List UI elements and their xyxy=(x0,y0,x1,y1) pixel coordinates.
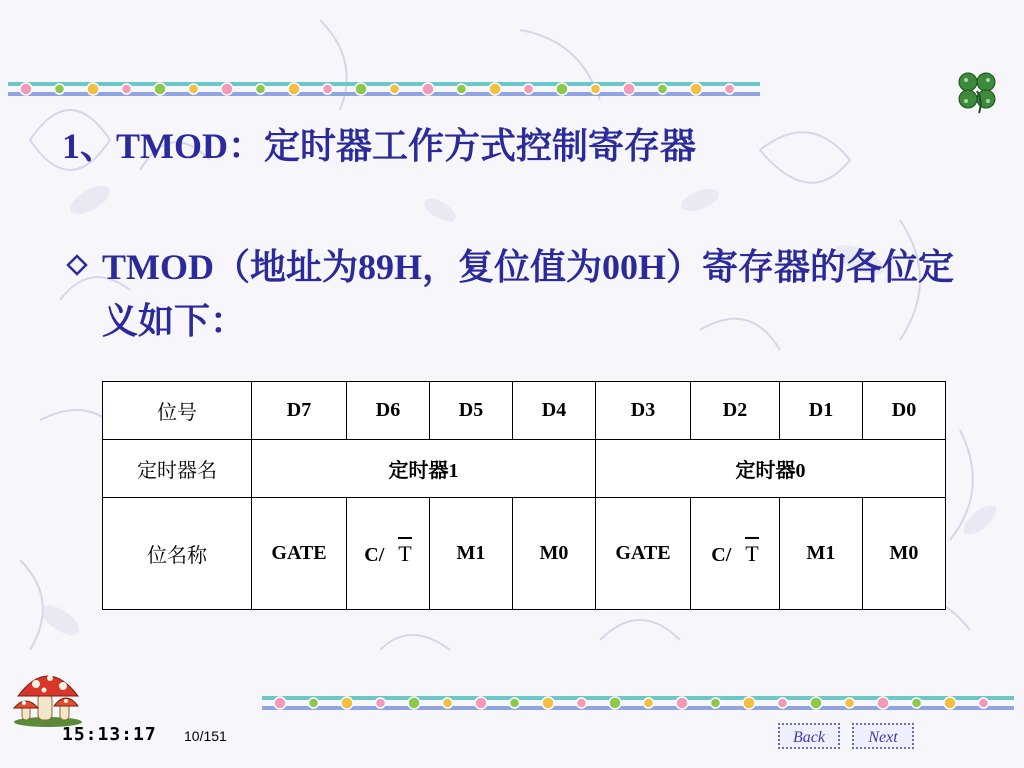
flower-bead xyxy=(556,83,568,95)
flower-bead xyxy=(725,84,735,94)
flower-bead xyxy=(743,697,755,709)
flower-bead xyxy=(154,83,166,95)
flower-bead xyxy=(609,697,621,709)
flower-bead xyxy=(591,84,601,94)
cell-t1-m1: M1 xyxy=(430,498,513,610)
cell-bit-d5: D5 xyxy=(430,382,513,440)
cell-t1-m0: M0 xyxy=(513,498,596,610)
cell-bit-d3: D3 xyxy=(596,382,691,440)
flower-bead xyxy=(711,698,721,708)
row-label-bit-name: 位名称 xyxy=(103,498,252,610)
cell-t1-gate: GATE xyxy=(252,498,347,610)
flower-bead xyxy=(341,697,353,709)
cell-bit-d6: D6 xyxy=(347,382,430,440)
flower-bead xyxy=(658,84,668,94)
slide-title: 1、TMOD：定时器工作方式控制寄存器 xyxy=(62,126,696,166)
clock-time: 15:13:17 xyxy=(62,724,157,745)
next-button[interactable]: Next xyxy=(852,723,914,749)
mushroom-icon xyxy=(8,658,88,728)
flower-bead xyxy=(810,697,822,709)
flower-bead xyxy=(274,697,286,709)
flower-bead xyxy=(20,83,32,95)
flower-bead xyxy=(912,698,922,708)
top-decorative-border xyxy=(8,76,760,102)
flower-bead xyxy=(309,698,319,708)
flower-bead xyxy=(510,698,520,708)
flower-bead xyxy=(457,84,467,94)
ct-label xyxy=(364,541,411,567)
cell-bit-d2: D2 xyxy=(691,382,780,440)
ct-prefix: C/ xyxy=(364,543,385,566)
cell-bit-d7: D7 xyxy=(252,382,347,440)
flower-bead xyxy=(376,698,386,708)
cell-t0-m0: M0 xyxy=(863,498,946,610)
flower-bead xyxy=(87,83,99,95)
ct-overline-t: T xyxy=(398,540,412,566)
flower-bead xyxy=(944,697,956,709)
cell-timer1: 定时器1 xyxy=(252,440,596,498)
cell-bit-d4: D4 xyxy=(513,382,596,440)
cell-t0-m1: M1 xyxy=(780,498,863,610)
table-row-bit-name xyxy=(103,498,946,610)
flower-bead xyxy=(475,697,487,709)
flower-bead xyxy=(877,697,889,709)
flower-bead xyxy=(443,698,453,708)
flower-bead xyxy=(288,83,300,95)
flower-bead xyxy=(55,84,65,94)
flower-bead xyxy=(390,84,400,94)
tmod-register-table xyxy=(102,381,946,610)
ct-label xyxy=(711,541,758,567)
flower-bead xyxy=(524,84,534,94)
clover-icon xyxy=(952,66,1002,116)
flower-bead xyxy=(577,698,587,708)
cell-t0-ct xyxy=(691,498,780,610)
flower-bead xyxy=(644,698,654,708)
row-label-timer-name: 定时器名 xyxy=(103,440,252,498)
ct-prefix: C/ xyxy=(711,543,732,566)
flower-bead xyxy=(979,698,989,708)
diamond-bullet-icon xyxy=(66,254,88,276)
cell-t0-gate: GATE xyxy=(596,498,691,610)
flower-bead xyxy=(189,84,199,94)
flower-bead xyxy=(323,84,333,94)
cell-t1-ct xyxy=(347,498,430,610)
table-row-timer-name xyxy=(103,440,946,498)
flower-bead xyxy=(845,698,855,708)
row-label-bit-number: 位号 xyxy=(103,382,252,440)
flower-bead xyxy=(489,83,501,95)
flower-bead xyxy=(690,83,702,95)
flower-bead xyxy=(422,83,434,95)
flower-bead xyxy=(623,83,635,95)
back-button[interactable]: Back xyxy=(778,723,840,749)
flower-bead xyxy=(676,697,688,709)
bottom-decorative-border xyxy=(262,690,1014,716)
cell-bit-d1: D1 xyxy=(780,382,863,440)
table-row-bit-number xyxy=(103,382,946,440)
cell-timer0: 定时器0 xyxy=(596,440,946,498)
flower-bead xyxy=(122,84,132,94)
flower-bead xyxy=(256,84,266,94)
ct-overline-t: T xyxy=(745,540,759,566)
flower-bead xyxy=(542,697,554,709)
flower-bead xyxy=(778,698,788,708)
cell-bit-d0: D0 xyxy=(863,382,946,440)
bullet-text: TMOD（地址为89H，复位值为00H）寄存器的各位定义如下： xyxy=(102,247,954,341)
flower-bead xyxy=(221,83,233,95)
bullet-item xyxy=(62,240,982,348)
flower-bead xyxy=(408,697,420,709)
page-indicator: 10/151 xyxy=(184,728,227,744)
flower-bead xyxy=(355,83,367,95)
